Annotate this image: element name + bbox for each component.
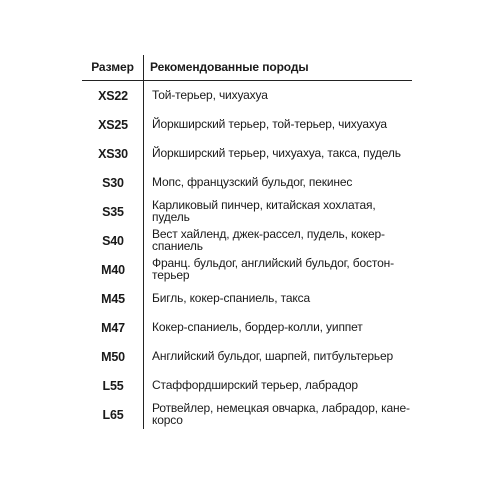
table-row (82, 371, 412, 400)
table-row (82, 284, 412, 313)
breeds-cell: Английский бульдог, шарпей, питбультерьер (152, 348, 394, 363)
size-cell: XS22 (98, 88, 128, 103)
table-row (82, 255, 412, 284)
breeds-cell: Той-терьер, чихуахуа (152, 87, 268, 102)
size-cell: L55 (102, 378, 124, 393)
size-cell: L65 (102, 407, 124, 422)
breeds-cell: Йоркширский терьер, той-терьер, чихуахуа (152, 116, 387, 131)
size-cell: XS30 (98, 146, 128, 161)
table-row (82, 226, 412, 255)
size-cell: XS25 (98, 117, 128, 132)
size-cell: S35 (102, 204, 124, 219)
size-cell: M47 (101, 320, 125, 335)
size-cell: M50 (101, 349, 125, 364)
breeds-cell: Франц. бульдог, английский бульдог, бостон-терьер (152, 256, 394, 282)
size-cell: M45 (101, 291, 125, 306)
header-breeds: Рекомендованные породы (150, 60, 309, 74)
table-row (82, 400, 412, 429)
size-table (82, 55, 412, 429)
table-header (82, 55, 412, 81)
breeds-cell: Карликовый пинчер, китайская хохлатая, пудель (152, 198, 376, 224)
header-size: Размер (82, 55, 144, 80)
breeds-cell: Кокер-спаниель, бордер-колли, уиппет (152, 319, 363, 334)
breeds-cell: Йоркширский терьер, чихуахуа, такса, пудель (152, 145, 401, 160)
table-row (82, 139, 412, 168)
table-row (82, 81, 412, 110)
breeds-cell: Вест хайленд, джек-рассел, пудель, кокер-спаниель (152, 227, 385, 253)
table-row (82, 313, 412, 342)
table-body (82, 81, 412, 429)
table-row (82, 168, 412, 197)
breeds-cell: Бигль, кокер-спаниель, такса (152, 290, 310, 305)
table-row (82, 197, 412, 226)
size-cell: M40 (101, 262, 125, 277)
breeds-cell: Ротвейлер, немецкая овчарка, лабрадор, кане-корсо (152, 401, 410, 427)
size-cell: S40 (102, 233, 124, 248)
table-row (82, 110, 412, 139)
table-row (82, 342, 412, 371)
size-cell: S30 (102, 175, 124, 190)
breeds-cell: Мопс, французский бульдог, пекинес (152, 174, 353, 189)
breeds-cell: Стаффордширский терьер, лабрадор (152, 377, 358, 392)
